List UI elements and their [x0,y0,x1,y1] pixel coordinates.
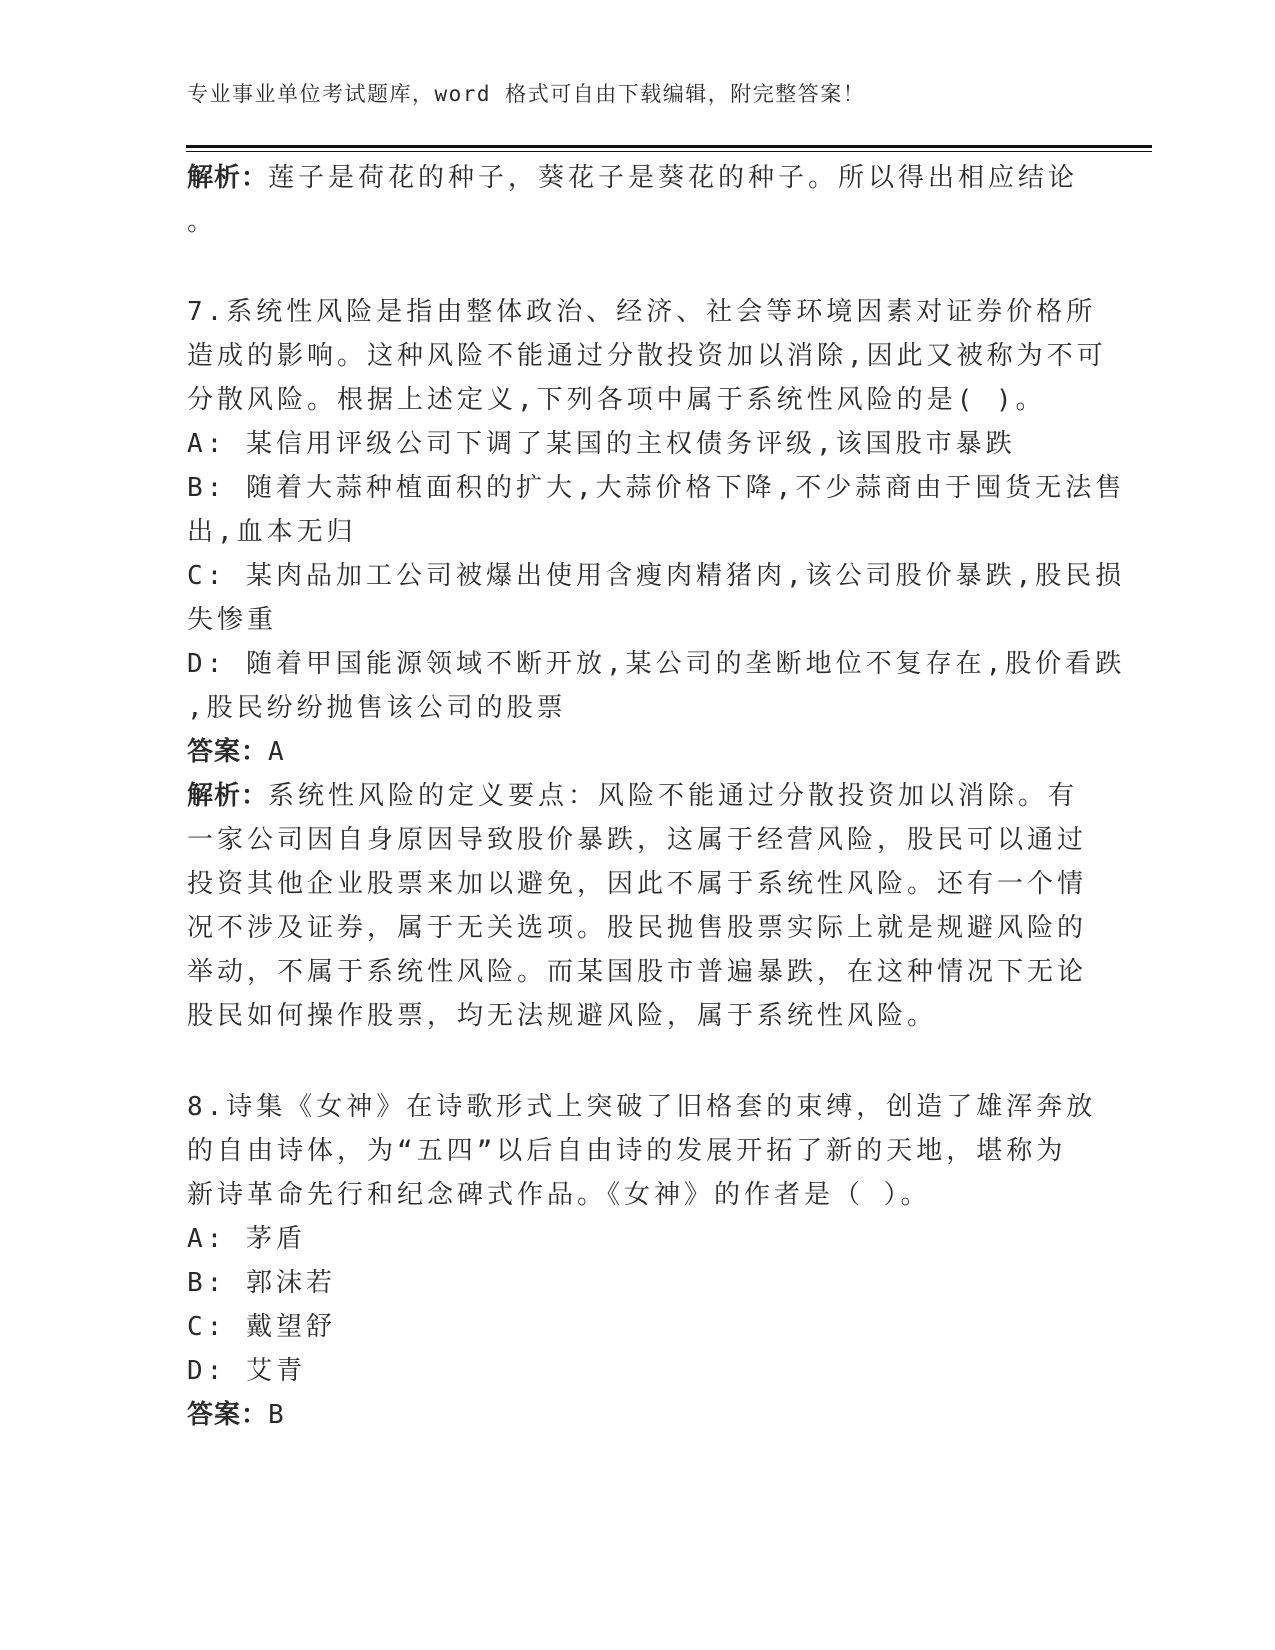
header-rule-thin [186,151,1152,152]
question-8-option-b: B: 郭沫若 [187,1268,336,1298]
analysis-text: 系统性风险的定义要点：风险不能通过分散投资加以消除。有 [268,781,1079,811]
question-8-stem-line: 的自由诗体，为“五四”以后自由诗的发展开拓了新的天地，堪称为 [187,1136,1067,1166]
question-7-option-d-cont: ,股民纷纷抛售该公司的股票 [187,693,567,723]
answer-label: 答案： [187,737,269,767]
page-header: 专业事业单位考试题库，word 格式可自由下载编辑，附完整答案！ [187,82,866,106]
question-7-option-c: C: 某肉品加工公司被爆出使用含瘦肉精猪肉,该公司股价暴跌,股民损 [187,561,1126,591]
question-7-analysis-line [187,780,1078,812]
question-7-stem-line: 7.系统性风险是指由整体政治、经济、社会等环境因素对证券价格所 [187,297,1097,327]
prev-analysis-line [187,162,1078,194]
analysis-text: 莲子是荷花的种子，葵花子是葵花的种子。所以得出相应结论 [268,163,1079,193]
prev-analysis-line: 。 [187,207,218,237]
analysis-label: 解析： [187,781,269,811]
answer-value: B [268,1400,288,1430]
analysis-label: 解析： [187,163,269,193]
question-7-option-b-cont: 出,血本无归 [187,517,357,547]
question-7-analysis-line: 一家公司因自身原因导致股价暴跌，这属于经营风险，股民可以通过 [187,825,1088,855]
question-7-option-d: D: 随着甲国能源领域不断开放,某公司的垄断地位不复存在,股价看跌 [187,649,1126,679]
question-8-stem-line: 新诗革命先行和纪念碑式作品。《女神》的作者是（ ）。 [187,1180,931,1210]
question-7-analysis-line: 况不涉及证券，属于无关选项。股民抛售股票实际上就是规避风险的 [187,913,1088,943]
question-7-analysis-line: 投资其他企业股票来加以避免，因此不属于系统性风险。还有一个情 [187,869,1088,899]
question-7-analysis-line: 举动，不属于系统性风险。而某国股市普遍暴跌，在这种情况下无论 [187,957,1088,987]
question-8-option-d: D: 艾青 [187,1356,306,1386]
question-8-stem-line: 8.诗集《女神》在诗歌形式上突破了旧格套的束缚，创造了雄浑奔放 [187,1092,1097,1122]
answer-value: A [268,737,288,767]
question-7-option-b: B: 随着大蒜种植面积的扩大,大蒜价格下降,不少蒜商由于囤货无法售 [187,473,1126,503]
answer-label: 答案： [187,1400,269,1430]
question-8-option-a: A: 茅盾 [187,1224,306,1254]
header-rule-thick [186,145,1152,148]
question-7-analysis-line: 股民如何操作股票，均无法规避风险，属于系统性风险。 [187,1001,938,1031]
question-8-answer [187,1399,288,1431]
question-7-option-c-cont: 失惨重 [187,605,278,635]
question-7-option-a: A: 某信用评级公司下调了某国的主权债务评级,该国股市暴跌 [187,429,1016,459]
question-7-stem-line: 分散风险。根据上述定义,下列各项中属于系统性风险的是( )。 [187,385,1046,415]
question-7-answer [187,736,288,768]
question-8-option-c: C: 戴望舒 [187,1312,336,1342]
question-7-stem-line: 造成的影响。这种风险不能通过分散投资加以消除,因此又被称为不可 [187,341,1107,371]
